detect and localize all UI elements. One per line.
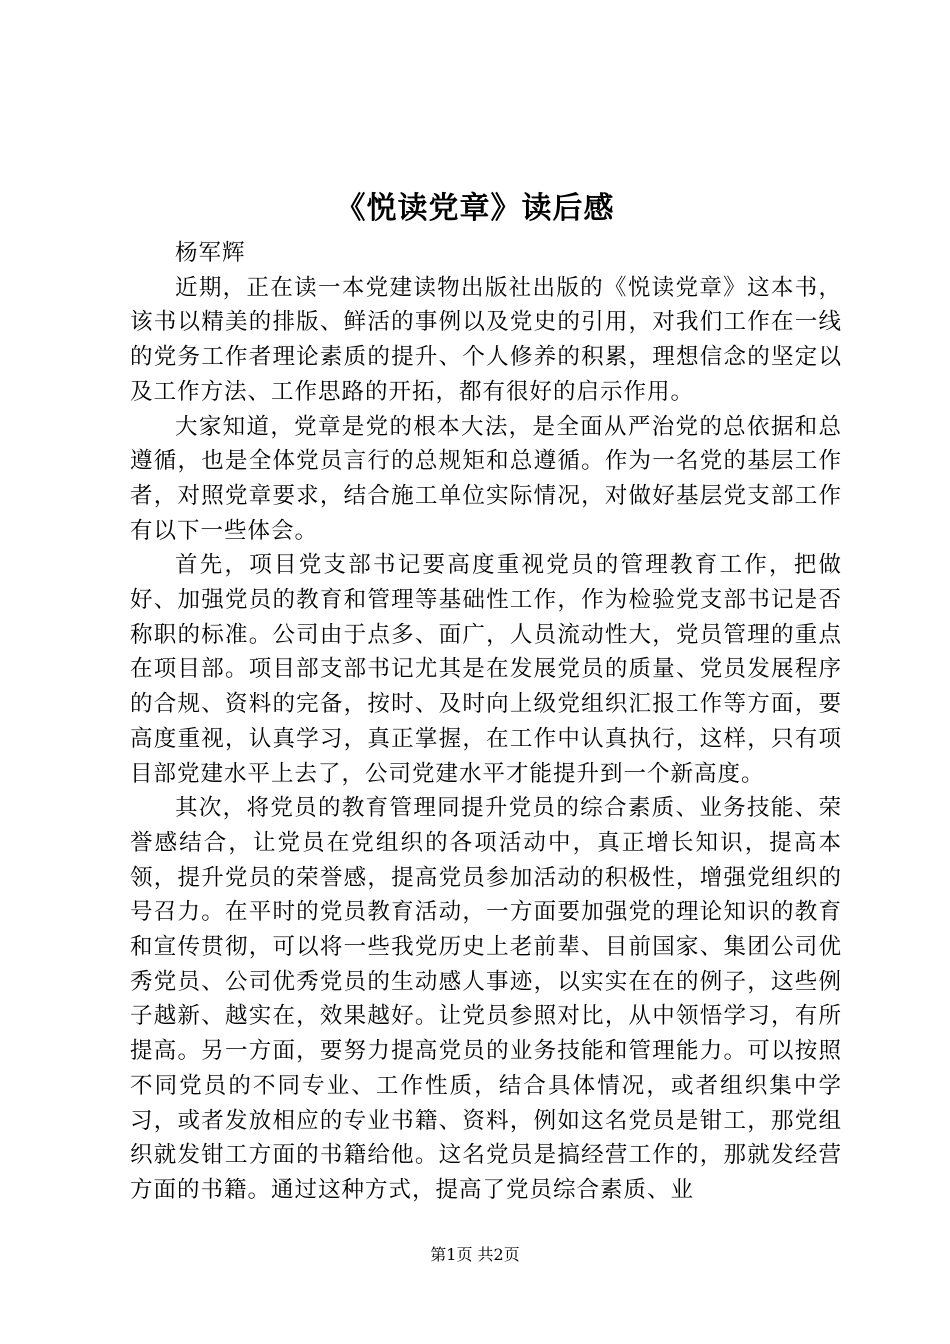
paragraph-1: 近期，正在读一本党建读物出版社出版的《悦读党章》这本书，该书以精美的排版、鲜活的事例以及党史的引用，对我们工作在一线的党务工作者理论素质的提升、个人修养的积累，理想信念的坚定以及工作方法、工作思路的开拓，都有很好的启示作用。 xyxy=(130,274,842,405)
paragraph-3: 首先，项目党支部书记要高度重视党员的管理教育工作，把做好、加强党员的教育和管理等基础性工作，作为检验党支部书记是否称职的标准。公司由于点多、面广，人员流动性大，党员管理的重点在项目部。项目部支部书记尤其是在发展党员的质量、党员发展程序的合规、资料的完备，按时、及时向上级党组织汇报工作等方面，要高度重视，认真学习，真正掌握，在工作中认真执行，这样，只有项目部党建水平上去了，公司党建水平才能提升到一个新高度。 xyxy=(130,552,842,787)
paragraph-2: 大家知道，党章是党的根本大法，是全面从严治党的总依据和总遵循，也是全体党员言行的总规矩和总遵循。作为一名党的基层工作者，对照党章要求，结合施工单位实际情况，对做好基层党支部工作有以下一些体会。 xyxy=(130,413,842,544)
document-title: 《悦读党章》读后感 xyxy=(335,191,615,226)
document-body xyxy=(130,236,842,1208)
page-indicator: 第1页 共2页 xyxy=(430,1245,520,1264)
author-line: 杨军辉 xyxy=(175,240,246,266)
paragraph-4: 其次，将党员的教育管理同提升党员的综合素质、业务技能、荣誉感结合，让党员在党组织的各项活动中，真正增长知识，提高本领，提升党员的荣誉感，提高党员参加活动的积极性，增强党组织的号召力。在平时的党员教育活动，一方面要加强党的理论知识的教育和宣传贯彻，可以将一些我党历史上老前辈、目前国家、集团公司优秀党员、公司优秀党员的生动感人事迹，以实实在在的例子，这些例子越新、越实在，效果越好。让党员参照对比，从中领悟学习，有所提高。另一方面，要努力提高党员的业务技能和管理能力。可以按照不同党员的不同专业、工作性质，结合具体情况，或者组织集中学习，或者发放相应的专业书籍、资料，例如这名党员是钳工，那党组织就发钳工方面的书籍给他。这名党员是搞经营工作的，那就发经营方面的书籍。通过这种方式，提高了党员综合素质、业 xyxy=(130,795,842,1203)
